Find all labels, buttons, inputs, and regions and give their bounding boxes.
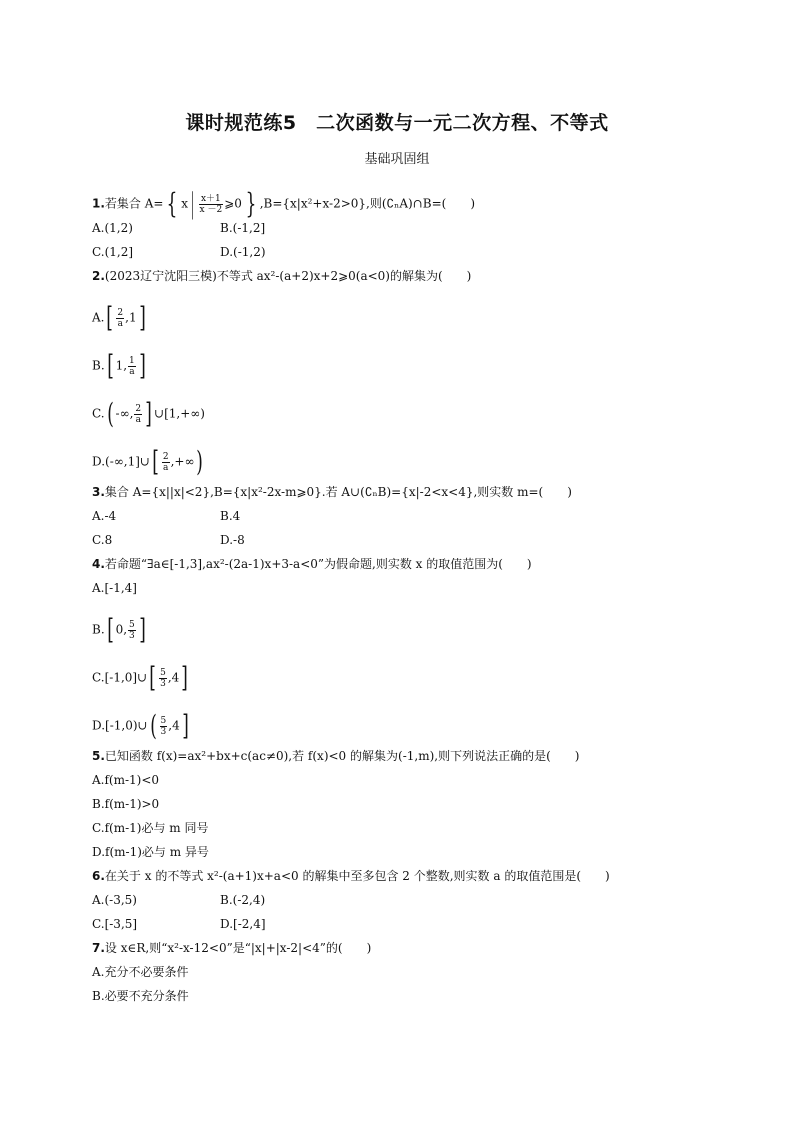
question-7-stem: 7.设 x∈R,则“x²-x-12<0”是“|x|+|x-2|<4”的( ) [92, 941, 372, 955]
q5-option-b: B.f(m-1)>0 [92, 797, 160, 811]
q6-option-c: C.[-3,5] [92, 917, 138, 931]
q6-option-a: A.(-3,5) [92, 893, 137, 907]
q6-option-d: D.[-2,4] [220, 917, 266, 931]
q1-option-c: C.(1,2] [92, 245, 134, 259]
question-3-stem: 3.集合 A={x||x|<2},B={x|x²-2x-m⩾0}.若 A∪(∁ₙB)={x|-2<x<4},则实数 m=( ) [92, 485, 572, 499]
q6-option-b: B.(-2,4) [220, 893, 266, 907]
fraction: $\frac{x+1}{x -2}$ [199, 193, 223, 215]
question-2-stem: 2.(2023辽宁沈阳三模)不等式 ax²-(a+2)x+2⩾0(a<0)的解集为( ) [92, 269, 472, 283]
question-6-stem: 6.在关于 x 的不等式 x²-(a+1)x+a<0 的解集中至多包含 2 个整数,则实数 a 的取值范围是( ) [92, 869, 610, 883]
section-subtitle: 基础巩固组 [364, 152, 430, 167]
question-1-stem: 1.若集合 A= { x | $\frac{x+1}{x -2}$ ⩾0 } ,B={x|x²+x-2>0},则(∁ₙA)∩B=( ) [92, 187, 476, 220]
q5-option-c: C.f(m-1)必与 m 同号 [92, 821, 209, 835]
q3-option-a: A.-4 [92, 509, 117, 523]
question-4-stem: 4.若命题“∃a∈[-1,3],ax²-(2a-1)x+3-a<0”为假命题,则实数 x 的取值范围为( ) [92, 557, 532, 571]
q5-option-d: D.f(m-1)必与 m 异号 [92, 845, 209, 859]
q2-option-c: C.( -∞, $\frac{2}{a}$ ] ∪[1,+∞) [92, 397, 205, 430]
q1-option-d: D.(-1,2) [220, 245, 266, 259]
q3-option-b: B.4 [220, 509, 241, 523]
q1-option-a: A.(1,2) [92, 221, 133, 235]
page-title: 课时规范练5 二次函数与一元二次方程、不等式 [185, 112, 609, 134]
q4-option-d: D.[-1,0)∪( $\frac{5}{3}$ ,4] [92, 709, 189, 742]
question-5-stem: 5.已知函数 f(x)=ax²+bx+c(ac≠0),若 f(x)<0 的解集为(-1,m),则下列说法正确的是( ) [92, 749, 580, 763]
q3-option-d: D.-8 [220, 533, 245, 547]
q4-option-b: B.[ 0, $\frac{5}{3}$ ] [92, 613, 146, 646]
q5-option-a: A.f(m-1)<0 [92, 773, 160, 787]
q3-option-c: C.8 [92, 533, 113, 547]
q4-option-c: C.[-1,0]∪[ $\frac{5}{3}$ ,4] [92, 661, 189, 694]
q7-option-b: B.必要不充分条件 [92, 989, 189, 1003]
q4-option-a: A.[-1,4] [92, 581, 137, 595]
q1-option-b: B.(-1,2] [220, 221, 266, 235]
q7-option-a: A.充分不必要条件 [92, 965, 189, 979]
q2-option-d: D.(-∞,1]∪[ $\frac{2}{a}$ ,+∞) [92, 445, 204, 478]
q2-option-b: B.[ 1, $\frac{1}{a}$ ] [92, 349, 146, 382]
q2-option-a: A.[ $\frac{2}{a}$ ,1] [92, 301, 146, 334]
